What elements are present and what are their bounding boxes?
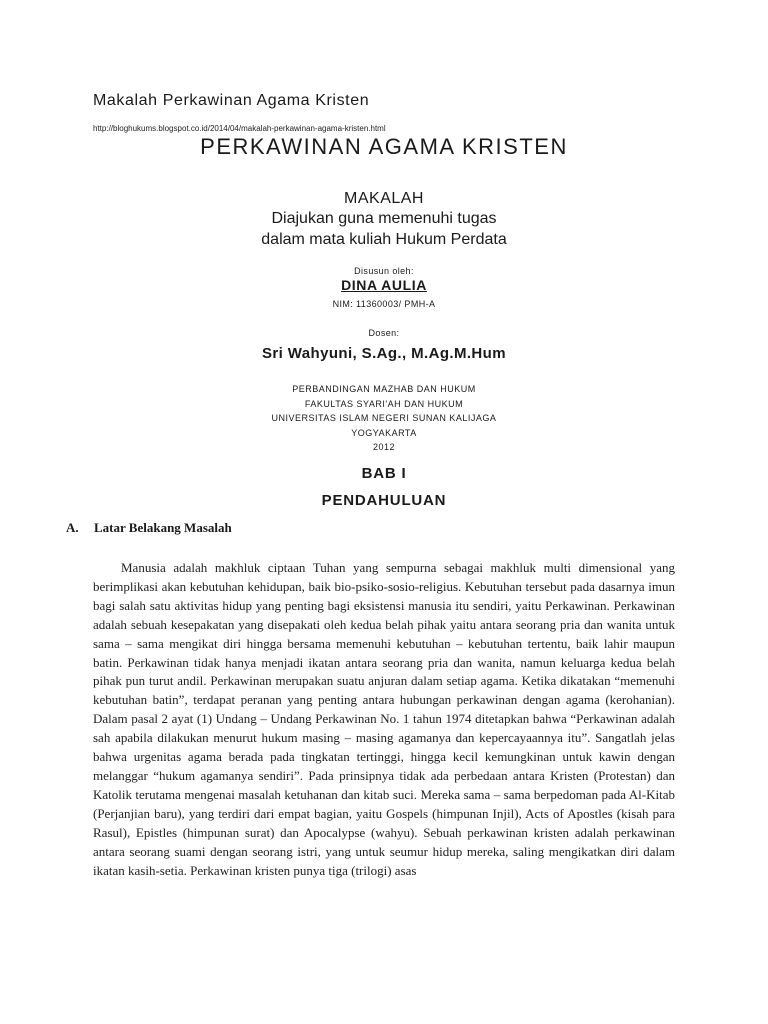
chapter-title: PENDAHULUAN bbox=[321, 492, 447, 509]
institution-line: PERBANDINGAN MAZHAB DAN HUKUM bbox=[292, 384, 476, 394]
lecturer-label: Dosen: bbox=[368, 328, 400, 338]
institution-line: UNIVERSITAS ISLAM NEGERI SUNAN KALIJAGA bbox=[271, 413, 497, 423]
section-heading bbox=[66, 520, 232, 536]
student-id: NIM: 11360003/ PMH-A bbox=[332, 299, 436, 309]
purpose-statement bbox=[0, 208, 768, 250]
section-letter: A. bbox=[66, 520, 79, 535]
author-name: DINA AULIA bbox=[341, 277, 427, 293]
institution-line: 2012 bbox=[372, 442, 396, 452]
institution-line: YOGYAKARTA bbox=[351, 427, 417, 438]
main-title: PERKAWINAN AGAMA KRISTEN bbox=[200, 134, 568, 159]
section-title: Latar Belakang Masalah bbox=[94, 520, 232, 535]
purpose-line-2: dalam mata kuliah Hukum Perdata bbox=[261, 231, 507, 248]
institution-block bbox=[0, 382, 768, 455]
makalah-label: MAKALAH bbox=[344, 190, 424, 207]
document-title: Makalah Perkawinan Agama Kristen bbox=[93, 92, 370, 109]
author-label: Disusun oleh: bbox=[354, 266, 414, 276]
source-url: http://bloghukums.blogspot.co.id/2014/04/makalah-perkawinan-agama-kristen.html bbox=[93, 124, 386, 133]
lecturer-name: Sri Wahyuni, S.Ag., M.Ag.M.Hum bbox=[262, 345, 506, 362]
purpose-line-1: Diajukan guna memenuhi tugas bbox=[271, 210, 497, 227]
chapter-number: BAB I bbox=[361, 465, 407, 482]
institution-line: FAKULTAS SYARI'AH DAN HUKUM bbox=[304, 398, 464, 409]
body-paragraph: Manusia adalah makhluk ciptaan Tuhan yang sempurna sebagai makhluk multi dimensional yang berimplikasi akan kebutuhan kehidupan, baik bio-psiko-sosio-religius. Kebutuhan tersebut pada dasarnya imun bagi salah satu aktivitas hidup yang penting bagi eksistensi manusia itu sendiri, yaitu Perkawinan. Perkawinan adalah sebuah kesepakatan yang disepakati oleh kedua belah pihak yaitu antara seorang pria dan wanita untuk sama – sama mengikat diri hingga bersama memenuhi kebutuhan – kebutuhan tertentu, baik lahir maupun batin. Perkawinan tidak hanya menjadi ikatan antara seorang pria dan wanita, namun keluarga kedua belah pihak pun turut andil. Perkawinan merupakan suatu anjuran dalam setiap agama. Ketika dikatakan “memenuhi kebutuhan batin”, terdapat peranan yang penting antara hubungan perkawinan dengan agama (kerohanian). Dalam pasal 2 ayat (1) Undang – Undang Perkawinan No. 1 tahun 1974 ditetapkan bahwa “Perkawinan adalah sah apabila dilakukan menurut hukum masing – masing agamanya dan kepercayaannya itu”. Sangatlah jelas bahwa urgenitas agama berada pada tingkatan tertinggi, hingga kecil kemungkinan untuk kawin dengan melanggar “hukum agamanya sendiri”. Pada prinsipnya tidak ada perbedaan antara Kristen (Protestan) dan Katolik terutama mengenai masalah ketuhanan dan kitab suci. Mereka sama – sama berpedoman pada Al-Kitab (Perjanjian baru), yang terdiri dari empat bagian, yaitu Gospels (himpunan Injil), Acts of Apostles (kisah para Rasul), Epistles (himpunan surat) dan Apocalypse (wahyu). Sebuah perkawinan kristen adalah perkawinan antara seorang suami dengan seorang istri, yang untuk seumur hidup mereka, saling mengikatkan diri dalam ikatan kasih-setia. Perkawinan kristen punya tiga (trilogi) asas bbox=[93, 560, 675, 878]
